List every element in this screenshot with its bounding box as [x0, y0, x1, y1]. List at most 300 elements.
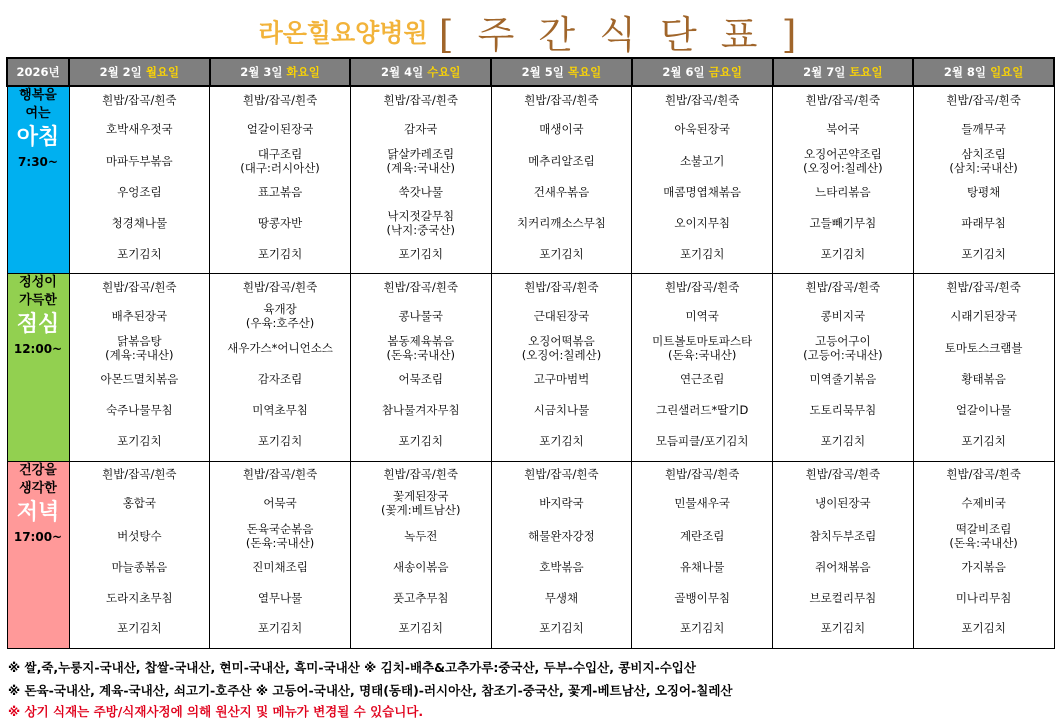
dish-origin: (계육:국내산): [386, 161, 455, 175]
dish-name: 포기김치: [961, 433, 1006, 448]
dish-name: 닭살카레조림: [387, 147, 455, 161]
dish-name: 흰밥/잡곡/흰죽: [242, 92, 318, 107]
dish-item: [210, 177, 350, 207]
menu-cell: [350, 461, 491, 648]
dish-origin: (낙지:중국산): [386, 223, 455, 237]
dish-item: [210, 87, 350, 112]
meal-name: 점심: [16, 312, 60, 338]
menu-cell: [632, 274, 773, 461]
dish-item: [632, 520, 772, 552]
dish-item: [351, 332, 491, 364]
dish-name: 표고볶음: [257, 185, 303, 199]
menu-cell: [350, 274, 491, 461]
dish-item: [70, 177, 210, 207]
dish-origin: (오징어:칠레산): [803, 161, 883, 175]
dish-name: 흰밥/잡곡/흰죽: [664, 279, 740, 294]
dish-name: 흰밥/잡곡/흰죽: [242, 279, 318, 294]
dish-item: [492, 487, 632, 520]
dish-item: [914, 207, 1054, 239]
menu-cell: [69, 461, 210, 648]
day-date: 2월 5일: [521, 65, 564, 79]
dish-name: 포기김치: [398, 433, 443, 448]
dish-name: 쥐어채볶음: [815, 559, 871, 574]
menu-cell: [491, 86, 632, 274]
day-header-0: [69, 58, 210, 86]
dish-item: [492, 177, 632, 207]
day-of-week: 일요일: [990, 65, 1024, 79]
dish-name: 포기김치: [679, 621, 725, 636]
dish-origin: (계육:국내산): [105, 348, 174, 363]
dish-name: 흰밥/잡곡/흰죽: [242, 467, 318, 482]
meal-name: 저녁: [16, 499, 60, 525]
menu-cell: [491, 274, 632, 461]
dish-name: 오이지무침: [674, 216, 730, 230]
dish-item: [70, 207, 210, 239]
dish-name: 낙지젓갈무침: [387, 209, 455, 223]
meal-label-breakfast: [7, 86, 69, 274]
menu-cell: [491, 461, 632, 648]
dish-name: 고들빼기무침: [809, 216, 877, 230]
day-header-3: [491, 58, 632, 86]
dish-item: [914, 299, 1054, 332]
dish-name: 도라지초무침: [106, 590, 173, 605]
day-date: 2월 2일: [99, 65, 142, 79]
dish-item: [492, 274, 632, 299]
menu-cell: [913, 274, 1054, 461]
dish-item: [492, 520, 632, 552]
dish-name: 풋고추무침: [392, 590, 449, 605]
dish-item: [632, 207, 772, 239]
dish-item: [632, 552, 772, 582]
dish-name: 참나물겨자무침: [381, 403, 460, 418]
dish-name: 골뱅이무침: [674, 590, 730, 605]
dish-origin: (돈육:국내산): [949, 535, 1018, 550]
menu-cell: [913, 461, 1054, 648]
dish-name: 흰밥/잡곡/흰죽: [102, 279, 177, 294]
dish-name: 황태볶음: [961, 372, 1006, 387]
dish-origin: (돈육:국내산): [245, 535, 315, 550]
dish-item: [914, 552, 1054, 582]
day-header-4: [632, 58, 773, 86]
dish-item: [210, 552, 350, 582]
dish-item: [632, 299, 772, 332]
day-date: 2월 6일: [662, 65, 705, 79]
dish-item: [492, 394, 632, 426]
dish-name: 포기김치: [398, 621, 443, 636]
menu-cell: [632, 461, 773, 648]
dish-item: [773, 394, 913, 426]
dish-item: [914, 364, 1054, 394]
dish-name: 마파두부볶음: [106, 154, 173, 168]
dish-name: 고구마범벅: [533, 372, 590, 387]
dish-name: 포기김치: [539, 246, 584, 261]
dish-name: 해물완자강정: [528, 528, 595, 543]
dish-name: 미나리무침: [955, 590, 1012, 605]
dish-item: [914, 462, 1054, 487]
dish-name: 포기김치: [961, 621, 1006, 636]
dish-name: 매생이국: [539, 121, 584, 136]
dish-item: [914, 582, 1054, 614]
dish-item: [773, 614, 913, 643]
dish-name: 쑥갓나물: [398, 185, 443, 199]
dish-item: [351, 112, 491, 145]
dish-name: 포기김치: [117, 246, 162, 261]
dish-name: 호박새우젓국: [106, 121, 173, 136]
dish-item: [914, 614, 1054, 643]
dish-item: [773, 364, 913, 394]
dish-item: [70, 426, 210, 455]
dish-name: 흰밥/잡곡/흰죽: [102, 92, 177, 107]
day-of-week: 목요일: [567, 65, 602, 79]
dish-item: [632, 145, 772, 177]
dish-name: 토마토스크램블: [944, 341, 1023, 356]
dish-name: 흰밥/잡곡/흰죽: [524, 92, 599, 107]
dish-name: 건새우볶음: [533, 185, 590, 199]
dish-item: [773, 274, 913, 299]
day-date: 2월 8일: [943, 65, 987, 79]
dish-item: [210, 582, 350, 614]
menu-cell: [773, 86, 914, 274]
dish-name: 얼갈이나물: [955, 403, 1012, 418]
dish-item: [70, 87, 210, 112]
dish-item: [773, 145, 913, 177]
dish-item: [773, 177, 913, 207]
dish-item: [632, 614, 772, 643]
dish-name: 브로컬리무침: [809, 590, 877, 605]
menu-cell: [210, 461, 351, 648]
meal-label-dinner: [7, 461, 69, 648]
dish-name: 마늘종볶음: [111, 559, 168, 574]
dish-item: [914, 239, 1054, 268]
dish-item: [210, 394, 350, 426]
dish-name: 포기김치: [820, 433, 866, 448]
dish-item: [773, 332, 913, 364]
dish-name: 바지락국: [539, 496, 584, 511]
meal-name: 아침: [16, 125, 60, 150]
menu-cell: [773, 461, 914, 648]
meal-row-dinner: [7, 461, 1054, 648]
dish-name: 청경채나물: [111, 216, 168, 230]
dish-item: [70, 112, 210, 145]
dish-item: [210, 487, 350, 520]
dish-item: [70, 332, 210, 364]
dish-name: 포기김치: [539, 433, 584, 448]
dish-name: 진미채조림: [252, 559, 308, 574]
dish-origin: (고등어:국내산): [803, 348, 883, 363]
dish-item: [351, 177, 491, 207]
dish-name: 육개장: [263, 301, 297, 316]
dish-item: [351, 299, 491, 332]
dish-item: [632, 394, 772, 426]
dish-name: 근대된장국: [533, 308, 590, 323]
day-date: 2월 4일: [380, 65, 424, 79]
dish-name: 들깨무국: [961, 121, 1006, 136]
dish-name: 아욱된장국: [674, 121, 730, 136]
dish-item: [210, 112, 350, 145]
dish-name: 흰밥/잡곡/흰죽: [664, 92, 740, 107]
dish-item: [351, 582, 491, 614]
dish-item: [351, 364, 491, 394]
dish-item: [632, 239, 772, 268]
dish-item: [492, 582, 632, 614]
weekly-menu-table: [6, 57, 1055, 649]
dish-item: [351, 394, 491, 426]
dish-name: 흰밥/잡곡/흰죽: [383, 467, 458, 482]
dish-item: [492, 87, 632, 112]
dish-name: 감자조림: [257, 372, 303, 387]
dish-name: 아몬드멸치볶음: [100, 372, 179, 387]
dish-name: 봄동제육볶음: [387, 334, 455, 349]
header-row: [7, 58, 1054, 86]
dish-item: [70, 487, 210, 520]
dish-item: [492, 332, 632, 364]
dish-item: [632, 487, 772, 520]
dish-item: [210, 239, 350, 268]
dish-item: [210, 462, 350, 487]
dish-item: [492, 552, 632, 582]
dish-name: 참치두부조림: [809, 528, 877, 543]
dish-item: [914, 487, 1054, 520]
dish-name: 대구조림: [257, 147, 303, 161]
dish-name: 새송이볶음: [392, 559, 449, 574]
dish-origin: (오징어:칠레산): [521, 348, 602, 363]
dish-name: 새우가스*어니언소스: [227, 341, 333, 356]
dish-name: 미역줄기볶음: [809, 372, 877, 387]
dish-item: [632, 274, 772, 299]
dish-item: [914, 177, 1054, 207]
dish-item: [351, 552, 491, 582]
menu-cell: [210, 86, 351, 274]
dish-name: 녹두전: [404, 528, 438, 543]
dish-item: [70, 274, 210, 299]
dish-name: 포기김치: [820, 246, 866, 261]
dish-name: 탕평채: [966, 185, 1001, 199]
dish-item: [351, 426, 491, 455]
dish-item: [210, 364, 350, 394]
day-date: 2월 3일: [240, 65, 283, 79]
dish-item: [632, 332, 772, 364]
dish-item: [914, 520, 1054, 552]
dish-item: [632, 426, 772, 455]
dish-item: [773, 462, 913, 487]
dish-name: 냉이된장국: [815, 496, 871, 511]
dish-item: [492, 207, 632, 239]
day-of-week: 토요일: [849, 65, 883, 79]
dish-item: [914, 274, 1054, 299]
dish-name: 버섯탕수: [117, 528, 162, 543]
dish-name: 시금치나물: [533, 403, 590, 418]
dish-name: 땅콩자반: [257, 216, 303, 230]
dish-origin: (우육:호주산): [245, 315, 315, 330]
dish-item: [210, 207, 350, 239]
hospital-name: 라온힐요양병원: [258, 18, 428, 48]
dish-item: [632, 364, 772, 394]
dish-name: 흰밥/잡곡/흰죽: [805, 279, 881, 294]
day-of-week: 화요일: [286, 65, 320, 79]
menu-title: [0, 4, 1061, 57]
dish-name: 포기김치: [820, 621, 866, 636]
dish-name: 매콤명엽채볶음: [663, 185, 742, 199]
dish-item: [351, 520, 491, 552]
dish-item: [492, 462, 632, 487]
origin-note-1: ※ 쌀,죽,누룽지-국내산, 찹쌀-국내산, 현미-국내산, 흑미-국내산 ※ 김치-배추&고추가루:중국산, 두부-수입산, 콩비지-수입산: [8, 660, 696, 675]
dish-item: [492, 614, 632, 643]
dish-name: 고등어구이: [815, 334, 871, 349]
dish-item: [632, 87, 772, 112]
meal-line1: 건강을: [19, 462, 57, 478]
menu-cell: [632, 86, 773, 274]
dish-name: 흰밥/잡곡/흰죽: [524, 467, 599, 482]
menu-cell: [913, 86, 1054, 274]
dish-item: [70, 239, 210, 268]
dish-name: 미트볼토마토파스타: [652, 334, 753, 349]
menu-cell: [69, 274, 210, 461]
meal-line2: 생각한: [19, 480, 57, 496]
dish-item: [914, 332, 1054, 364]
meal-line1: 정성이: [19, 275, 57, 291]
meal-label-lunch: [7, 274, 69, 461]
dish-name: 모듬피클/포기김치: [655, 433, 749, 448]
meal-row-lunch: [7, 274, 1054, 461]
dish-item: [773, 552, 913, 582]
dish-name: 도토리묵무침: [809, 403, 877, 418]
dish-item: [773, 299, 913, 332]
dish-item: [351, 614, 491, 643]
meal-line2: 가득한: [19, 293, 57, 309]
day-of-week: 수요일: [427, 65, 461, 79]
dish-name: 삼치조림: [961, 147, 1006, 161]
dish-item: [70, 394, 210, 426]
dish-name: 꽃게된장국: [392, 489, 449, 504]
dish-item: [70, 462, 210, 487]
dish-item: [70, 614, 210, 643]
dish-name: 포기김치: [398, 246, 443, 261]
meal-time: 7:30~: [18, 155, 58, 169]
dish-name: 열무나물: [257, 590, 303, 605]
dish-name: 어묵국: [263, 496, 297, 511]
dish-name: 포기김치: [117, 433, 162, 448]
dish-name: 어묵조림: [398, 372, 443, 387]
dish-name: 호박볶음: [539, 559, 584, 574]
dish-item: [492, 299, 632, 332]
day-header-5: [773, 58, 914, 86]
dish-name: 흰밥/잡곡/흰죽: [383, 92, 458, 107]
day-date: 2월 7일: [803, 65, 846, 79]
day-of-week: 월요일: [145, 65, 180, 79]
dish-item: [773, 582, 913, 614]
dish-item: [632, 582, 772, 614]
dish-item: [773, 426, 913, 455]
meal-line1: 행복을: [19, 88, 57, 103]
day-header-1: [210, 58, 351, 86]
day-header-2: [350, 58, 491, 86]
day-of-week: 금요일: [708, 65, 742, 79]
dish-name: 느타리볶음: [815, 185, 871, 199]
dish-name: 흰밥/잡곡/흰죽: [946, 467, 1021, 482]
meal-line2: 여는: [25, 106, 51, 121]
dish-name: 홍합국: [122, 496, 157, 511]
dish-item: [492, 112, 632, 145]
dish-item: [351, 274, 491, 299]
dish-name: 콩나물국: [398, 308, 443, 323]
dish-name: 시래기된장국: [950, 308, 1017, 323]
dish-name: 포기김치: [961, 246, 1006, 261]
dish-name: 돈육국순볶음: [246, 521, 314, 536]
dish-item: [914, 426, 1054, 455]
dish-item: [632, 462, 772, 487]
dish-name: 소불고기: [679, 154, 725, 168]
dish-item: [210, 332, 350, 364]
dish-name: 미역국: [685, 308, 719, 323]
dish-name: 얼갈이된장국: [246, 121, 314, 136]
dish-item: [914, 145, 1054, 177]
dish-item: [70, 299, 210, 332]
dish-name: 계란조림: [679, 528, 725, 543]
menu-cell: [69, 86, 210, 274]
dish-item: [210, 145, 350, 177]
year-header: 2026년: [7, 58, 69, 86]
dish-name: 닭볶음탕: [117, 334, 162, 349]
dish-item: [351, 239, 491, 268]
dish-item: [70, 520, 210, 552]
dish-item: [351, 145, 491, 177]
dish-name: 미역초무침: [252, 403, 308, 418]
dish-item: [914, 87, 1054, 112]
dish-name: 파래무침: [961, 216, 1006, 230]
dish-origin: (돈육:국내산): [386, 348, 455, 363]
dish-name: 그린샐러드*딸기D: [655, 403, 749, 418]
dish-item: [70, 582, 210, 614]
dish-name: 포기김치: [117, 621, 162, 636]
dish-item: [210, 426, 350, 455]
dish-item: [914, 112, 1054, 145]
dish-name: 포기김치: [257, 621, 303, 636]
dish-name: 흰밥/잡곡/흰죽: [102, 467, 177, 482]
menu-cell: [350, 86, 491, 274]
dish-name: 포기김치: [257, 433, 303, 448]
dish-item: [773, 487, 913, 520]
meal-time: 12:00~: [13, 342, 63, 357]
dish-item: [492, 426, 632, 455]
dish-item: [210, 274, 350, 299]
weekly-menu-heading: [ 주 간 식 단 표 ]: [438, 13, 803, 57]
dish-name: 무생채: [544, 590, 579, 605]
dish-name: 포기김치: [679, 246, 725, 261]
dish-name: 가지볶음: [961, 559, 1006, 574]
dish-name: 흰밥/잡곡/흰죽: [805, 92, 881, 107]
dish-item: [351, 207, 491, 239]
dish-item: [492, 364, 632, 394]
dish-name: 숙주나물무침: [106, 403, 173, 418]
dish-name: 북어국: [826, 121, 860, 136]
dish-item: [773, 112, 913, 145]
dish-name: 흰밥/잡곡/흰죽: [946, 92, 1021, 107]
dish-origin: (꽃게:베트남산): [381, 503, 461, 518]
dish-item: [351, 87, 491, 112]
dish-item: [210, 299, 350, 332]
dish-item: [632, 112, 772, 145]
dish-item: [351, 487, 491, 520]
origin-note-2: ※ 돈육-국내산, 계육-국내산, 쇠고기-호주산 ※ 고등어-국내산, 명태(동태)-러시아산, 참조기-중국산, 꽃게-베트남산, 오징어-칠레산: [8, 683, 733, 698]
menu-cell: [773, 274, 914, 461]
dish-name: 우엉조림: [117, 185, 162, 199]
dish-name: 흰밥/잡곡/흰죽: [524, 279, 599, 294]
menu-cell: [210, 274, 351, 461]
dish-name: 수제비국: [961, 496, 1006, 511]
dish-origin: (돈육:국내산): [667, 348, 737, 363]
dish-name: 떡갈비조림: [955, 521, 1012, 536]
day-header-6: [913, 58, 1054, 86]
